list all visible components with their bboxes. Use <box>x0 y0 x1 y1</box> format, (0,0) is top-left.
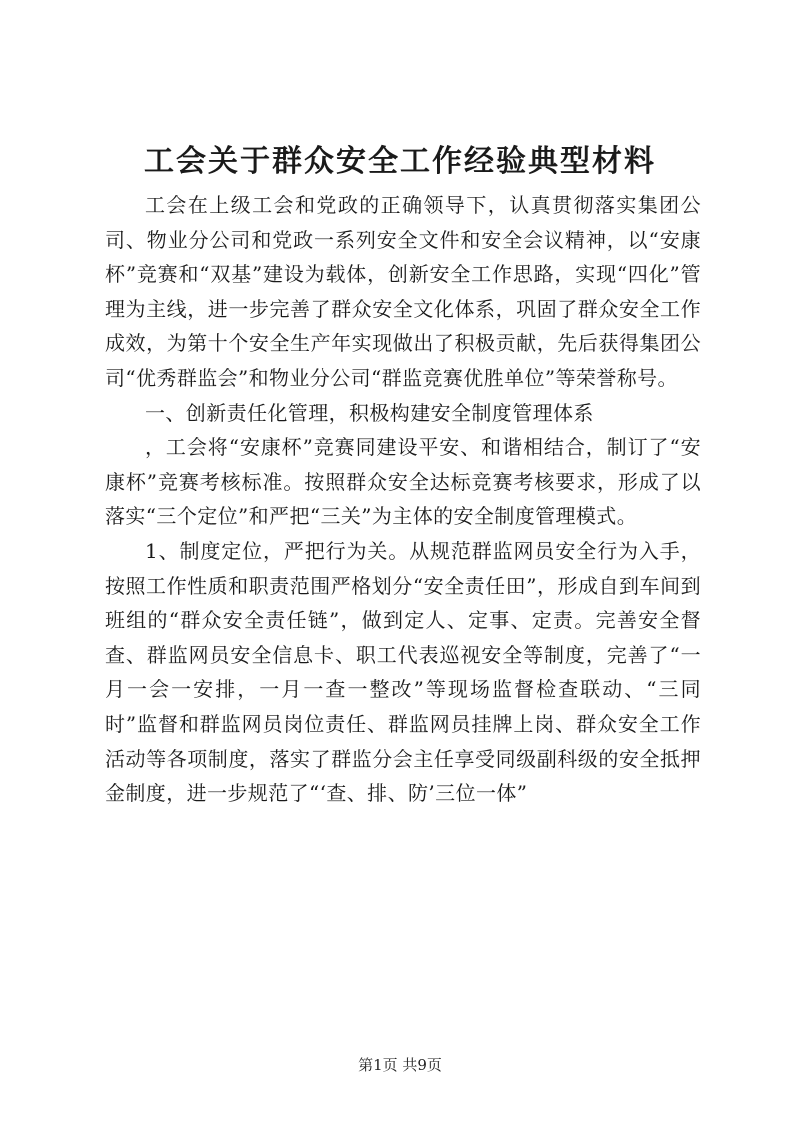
page-number-footer: 第1页 共9页 <box>358 1056 442 1074</box>
document-body <box>105 188 701 811</box>
paragraph-item-1: 1、制度定位，严把行为关。从规范群监网员安全行为入手，按照工作性质和职责范围严格划分“安全责任田”，形成自到车间到班组的“群众安全责任链”，做到定人、定事、定责。完善安全督查、群监网员安全信息卡、职工代表巡视安全等制度，完善了“一月一会一安排，一月一查一整改”等现场监督检查联动、“三同时”监督和群监网员岗位责任、群监网员挂牌上岗、群众安全工作活动等各项制度，落实了群监分会主任享受同级副科级的安全抵押金制度，进一步规范了“‘查、排、防’三位一体” <box>105 538 701 806</box>
section-heading-1: 一、创新责任化管理，积极构建安全制度管理体系 <box>145 400 594 425</box>
paragraph-intro: 工会在上级工会和党政的正确领导下，认真贯彻落实集团公司、物业分公司和党政一系列安全文件和安全会议精神，以“安康杯”竞赛和“双基”建设为载体，创新安全工作思路，实现“四化”管理为主线，进一步完善了群众安全文化体系，巩固了群众安全工作成效，为第十个安全生产年实现做出了积极贡献，先后获得集团公司“优秀群监会”和物业分公司“群监竞赛优胜单位”等荣誉称号。 <box>105 193 701 390</box>
paragraph-section-1: ，工会将“安康杯”竞赛同建设平安、和谐相结合，制订了“安康杯”竞赛考核标准。按照群众安全达标竞赛考核要求，形成了以落实“三个定位”和严把“三关”为主体的安全制度管理模式。 <box>105 435 701 529</box>
document-title: 工会关于群众安全工作经验典型材料 <box>144 144 656 179</box>
